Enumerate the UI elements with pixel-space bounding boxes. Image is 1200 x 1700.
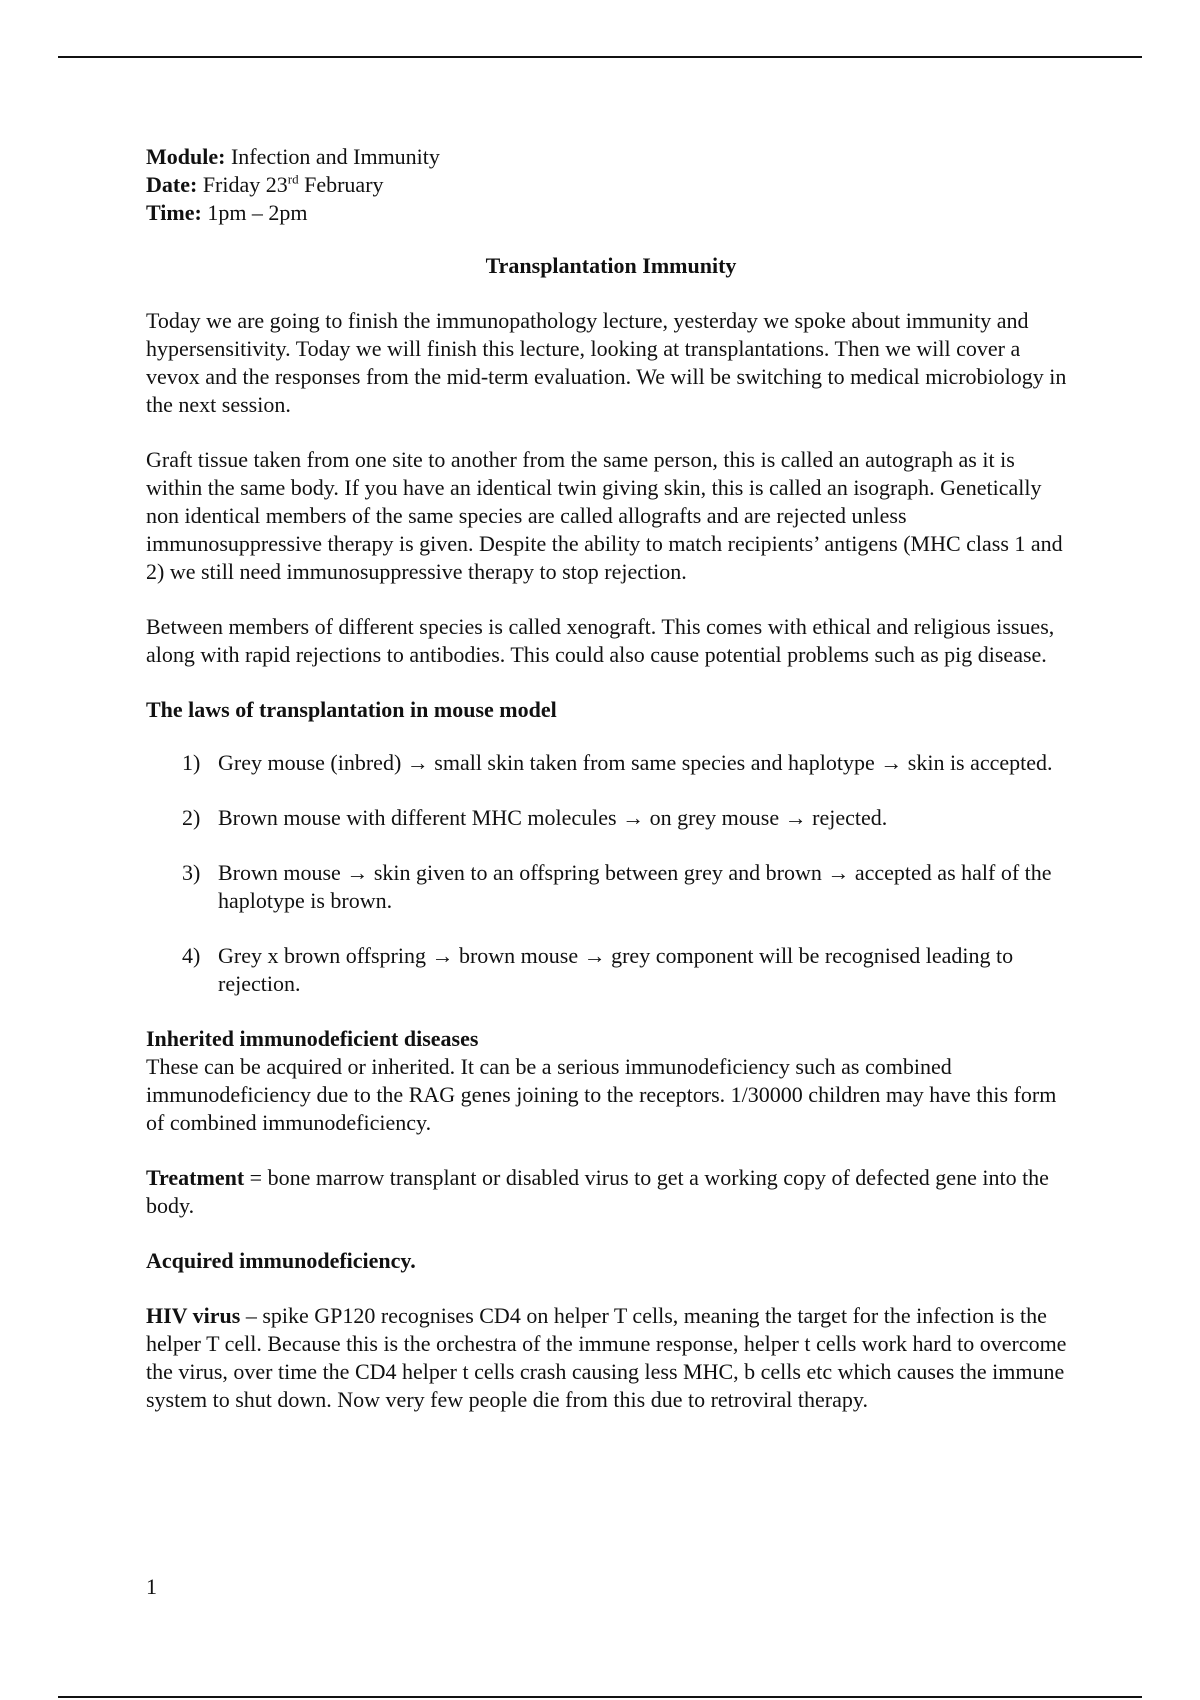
list-item-number: 1) (182, 750, 201, 775)
acquired-heading: Acquired immunodeficiency. (146, 1248, 416, 1273)
list-item-text: Brown mouse with different MHC molecules → on grey mouse → rejected. (218, 805, 888, 830)
treatment-body: = bone marrow transplant or disabled virus to get a working copy of defected gene into the body. (146, 1165, 1049, 1218)
page-number: 1 (146, 1574, 157, 1599)
time-line (146, 199, 1076, 227)
xenograft-paragraph: Between members of different species is called xenograft. This comes with ethical and religious issues, along with rapid rejections to antibodies. This could also cause potential problems such as pig disease. (146, 614, 1055, 667)
treatment-label: Treatment (146, 1165, 245, 1190)
document-page (146, 143, 1076, 1414)
list-item (182, 804, 1076, 832)
list-item-number: 3) (182, 860, 201, 885)
hiv-body: – spike GP120 recognises CD4 on helper T cells, meaning the target for the infection is the helper T cell. Because this is the orchestra of the immune response, helper t cells work hard to overcome the virus, over time the CD4 helper t cells crash causing less MHC, b cells etc which causes the immune system to shut down. Now very few people die from this due to retroviral therapy. (146, 1303, 1067, 1412)
document-title: Transplantation Immunity (485, 253, 737, 278)
time-value: 1pm – 2pm (207, 200, 308, 225)
date-value-sup: rd (287, 171, 299, 187)
inherited-heading: Inherited immunodeficient diseases (146, 1026, 479, 1051)
laws-heading: The laws of transplantation in mouse model (146, 697, 557, 722)
module-value: Infection and Immunity (230, 144, 440, 169)
date-value-prefix: Friday 23 (202, 172, 288, 197)
time-label: Time: (146, 200, 202, 225)
list-item-text: Grey x brown offspring → brown mouse → grey component will be recognised leading to rejection. (218, 943, 1014, 996)
list-item (182, 859, 1076, 915)
hiv-label: HIV virus (146, 1303, 241, 1328)
list-item (182, 942, 1076, 998)
list-item-number: 2) (182, 805, 201, 830)
intro-paragraph: Today we are going to finish the immunopathology lecture, yesterday we spoke about immunity and hypersensitivity. Today we will finish this lecture, looking at transplantations. Then we will cover a vevox and the responses from the mid-term evaluation. We will be switching to medical microbiology in the next session. (146, 308, 1067, 417)
list-item-number: 4) (182, 943, 201, 968)
module-label: Module: (146, 144, 226, 169)
hiv-paragraph (146, 1302, 1076, 1414)
date-line (146, 171, 1076, 199)
header-rule (58, 56, 1142, 58)
laws-list (146, 749, 1076, 998)
date-label: Date: (146, 172, 198, 197)
date-value-suffix: February (304, 172, 384, 197)
graft-paragraph: Graft tissue taken from one site to another from the same person, this is called an autograph as it is within the same body. If you have an identical twin giving skin, this is called an isograph. Genetically non identical members of the same species are called allografts and are rejected unless immunosuppressive therapy is given. Despite the ability to match recipients’ antigens (MHC class 1 and 2) we still need immunosuppressive therapy to stop rejection. (146, 447, 1063, 584)
list-item-text: Brown mouse → skin given to an offspring between grey and brown → accepted as half of the haplotype is brown. (218, 860, 1052, 913)
module-line (146, 143, 1076, 171)
list-item-text: Grey mouse (inbred) → small skin taken from same species and haplotype → skin is accepted. (218, 750, 1053, 775)
treatment-paragraph (146, 1164, 1076, 1220)
footer-rule (58, 1696, 1142, 1698)
inherited-paragraph: These can be acquired or inherited. It can be a serious immunodeficiency such as combined immunodeficiency due to the RAG genes joining to the receptors. 1/30000 children may have this form of combined immunodeficiency. (146, 1054, 1057, 1135)
list-item (182, 749, 1076, 777)
